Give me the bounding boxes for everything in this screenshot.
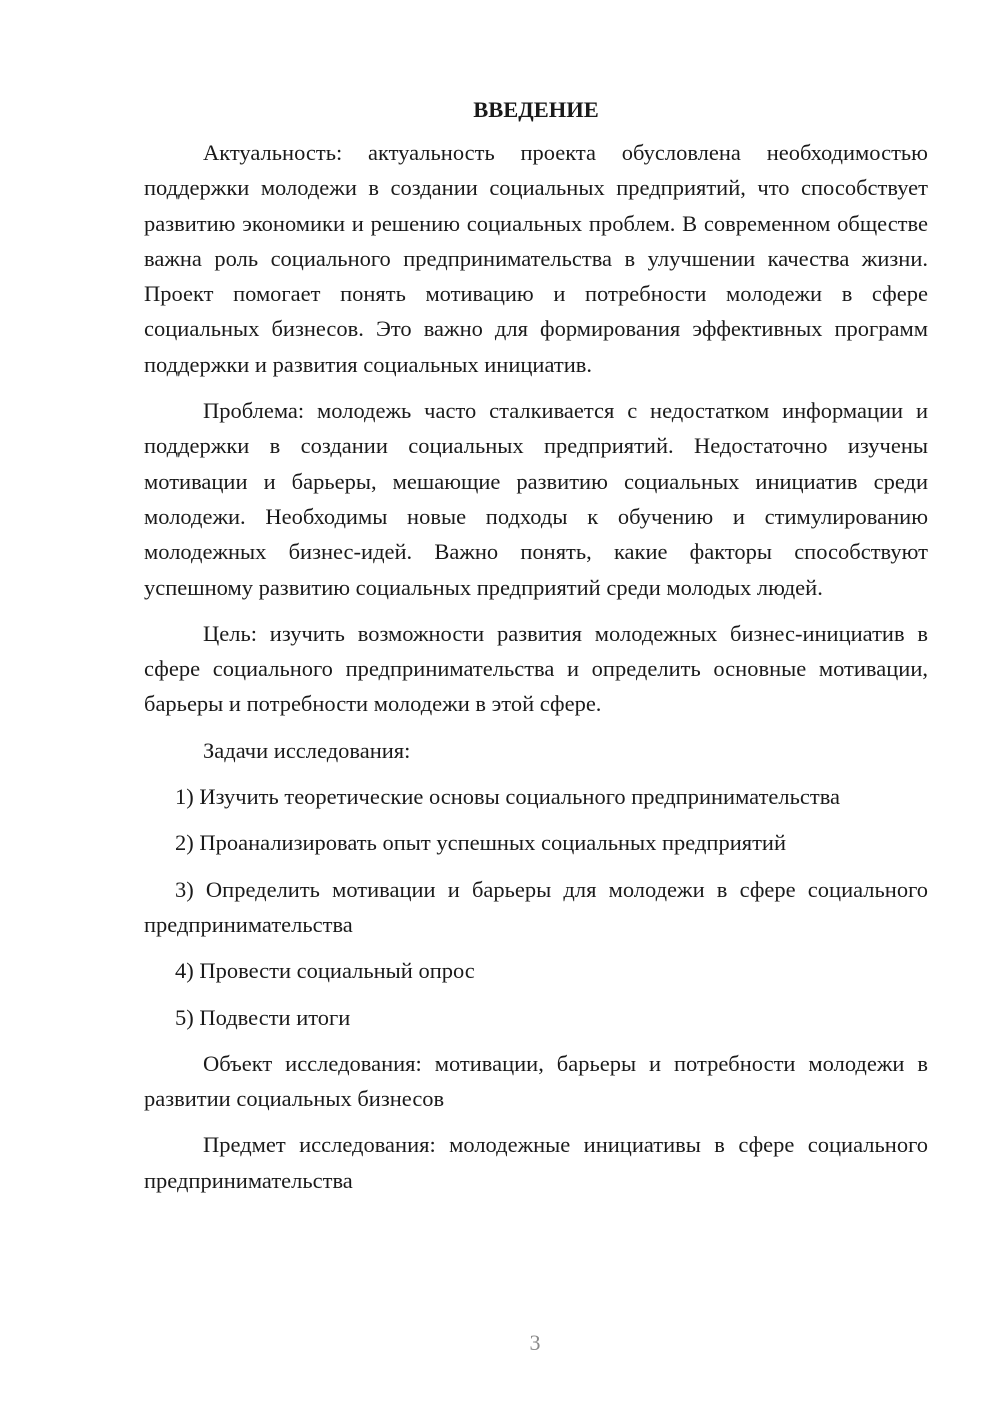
paragraph-goal: Цель: изучить возможности развития молодежных бизнес-инициатив в сфере социального предпринимательства и определить основные мотивации, барьеры и потребности молодежи в этой сфере.	[144, 620, 928, 717]
paragraph-object: Объект исследования: мотивации, барьеры и потребности молодежи в развитии социальных бизнесов	[144, 1050, 928, 1112]
list-item: 3) Определить мотивации и барьеры для молодежи в сфере социального предпринимательства	[144, 876, 928, 937]
list-item: 2) Проанализировать опыт успешных социальных предприятий	[175, 830, 787, 856]
paragraph-problem: Проблема: молодежь часто сталкивается с недостатком информации и поддержки в создании социальных предприятий. Недостаточно изучены мотивации и барьеры, мешающие развитию социальных инициатив среди молодежи. Необходимы новые подходы к обучению и стимулированию молодежных бизнес-идей. Важно понять, какие факторы способствуют успешному развитию социальных предприятий среди молодых людей.	[144, 398, 928, 600]
page-title: ВВЕДЕНИЕ	[473, 97, 599, 122]
tasks-list	[144, 779, 928, 1035]
list-item: 4) Провести социальный опрос	[175, 958, 475, 984]
page-number: 3	[529, 1330, 541, 1355]
list-item: 1) Изучить теоретические основы социального предпринимательства	[175, 784, 841, 810]
list-item: 5) Подвести итоги	[175, 1004, 351, 1030]
tasks-heading: Задачи исследования:	[203, 737, 411, 763]
paragraph-relevance: Актуальность: актуальность проекта обусловлена необходимостью поддержки молодежи в создании социальных предприятий, что способствует развитию экономики и решению социальных проблем. В современном обществе важна роль социального предпринимательства в улучшении качества жизни. Проект помогает понять мотивацию и потребности молодежи в сфере социальных бизнесов. Это важно для формирования эффективных программ поддержки и развития социальных инициатив.	[144, 140, 928, 377]
document-page	[144, 92, 928, 1209]
paragraph-subject: Предмет исследования: молодежные инициативы в сфере социального предпринимательства	[144, 1132, 928, 1193]
